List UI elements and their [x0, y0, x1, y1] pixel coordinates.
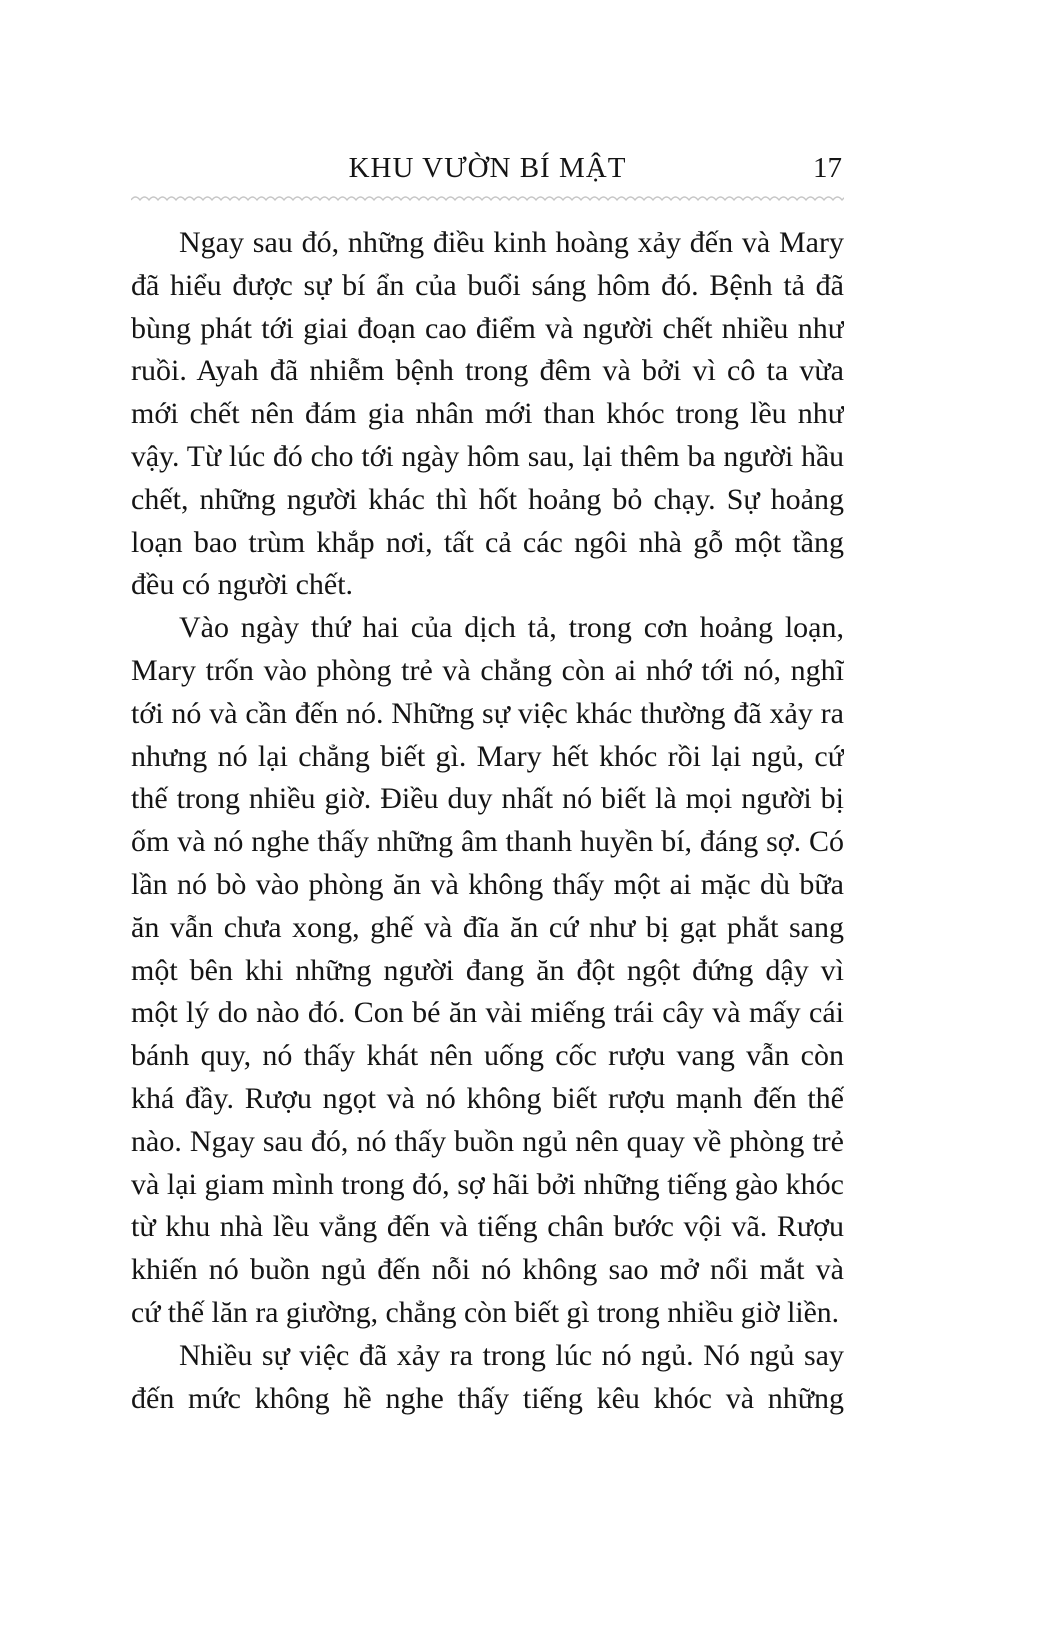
- text-line: lần nó bò vào phòng ăn và không thấy một ai mặc dù bữa: [131, 867, 844, 901]
- text-line: đến mức không hề nghe thấy tiếng kêu khóc và những: [131, 1381, 844, 1415]
- text-line: bánh quy, nó thấy khát nên uống cốc rượu vang vẫn còn: [131, 1039, 844, 1073]
- text-line: chết, những người khác thì hốt hoảng bỏ chạy. Sự hoảng: [131, 482, 844, 516]
- text-line: tới nó và cần đến nó. Những sự việc khác thường đã xảy ra: [131, 696, 844, 730]
- text-line: và lại giam mình trong đó, sợ hãi bởi những tiếng gào khóc: [131, 1167, 844, 1201]
- text-line: khiến nó buồn ngủ đến nỗi nó không sao mở nổi mắt và: [131, 1253, 844, 1287]
- text-line: Nhiều sự việc đã xảy ra trong lúc nó ngủ. Nó ngủ say: [179, 1338, 844, 1372]
- text-line: nhưng nó lại chẳng biết gì. Mary hết khóc rồi lại ngủ, cứ: [131, 739, 844, 773]
- text-line: Ngay sau đó, những điều kinh hoàng xảy đến và Mary: [179, 226, 844, 259]
- paragraph: [131, 1335, 844, 1421]
- header-divider: [131, 193, 844, 203]
- text-line: vậy. Từ lúc đó cho tới ngày hôm sau, lại thêm ba người hầu: [131, 440, 844, 473]
- body-text: [131, 222, 844, 1420]
- text-line: ốm và nó nghe thấy những âm thanh huyền bí, đáng sợ. Có: [131, 825, 844, 859]
- running-header: [131, 148, 844, 188]
- text-line: Vào ngày thứ hai của dịch tả, trong cơn hoảng loạn,: [179, 611, 844, 645]
- page-title: KHU VƯỜN BÍ MẬT: [348, 152, 627, 184]
- paragraph: [131, 607, 844, 1335]
- text-line: một bên khi những người đang ăn đột ngột đứng dậy vì: [131, 953, 844, 987]
- text-line: ăn vẫn chưa xong, ghế và đĩa ăn cứ như bị gạt phắt sang: [131, 910, 844, 944]
- page-content: [131, 148, 844, 1420]
- text-line: bùng phát tới giai đoạn cao điểm và người chết nhiều như: [131, 311, 844, 345]
- text-line: đều có người chết.: [131, 568, 354, 602]
- paragraph: [131, 222, 844, 607]
- text-line: từ khu nhà lều vẳng đến và tiếng chân bước vội vã. Rượu: [131, 1210, 844, 1244]
- text-line: khá đầy. Rượu ngọt và nó không biết rượu mạnh đến thế: [131, 1081, 844, 1115]
- divider-wave-icon: [131, 193, 844, 203]
- text-line: nào. Ngay sau đó, nó thấy buồn ngủ nên quay về phòng trẻ: [131, 1124, 844, 1158]
- text-line: cứ thế lăn ra giường, chẳng còn biết gì trong nhiều giờ liền.: [131, 1295, 840, 1329]
- text-line: thế trong nhiều giờ. Điều duy nhất nó biết là mọi người bị: [131, 782, 844, 816]
- text-line: mới chết nên đám gia nhân mới than khóc trong lều như: [131, 397, 844, 431]
- text-line: Mary trốn vào phòng trẻ và chẳng còn ai nhớ tới nó, nghĩ: [131, 653, 844, 687]
- text-line: ruồi. Ayah đã nhiễm bệnh trong đêm và bởi vì cô ta vừa: [131, 354, 844, 388]
- text-line: một lý do nào đó. Con bé ăn vài miếng trái cây và mấy cái: [131, 996, 844, 1030]
- page-number: 17: [813, 152, 842, 184]
- text-line: loạn bao trùm khắp nơi, tất cả các ngôi nhà gỗ một tầng: [131, 525, 844, 559]
- text-line: đã hiểu được sự bí ẩn của buổi sáng hôm đó. Bệnh tả đã: [131, 268, 844, 302]
